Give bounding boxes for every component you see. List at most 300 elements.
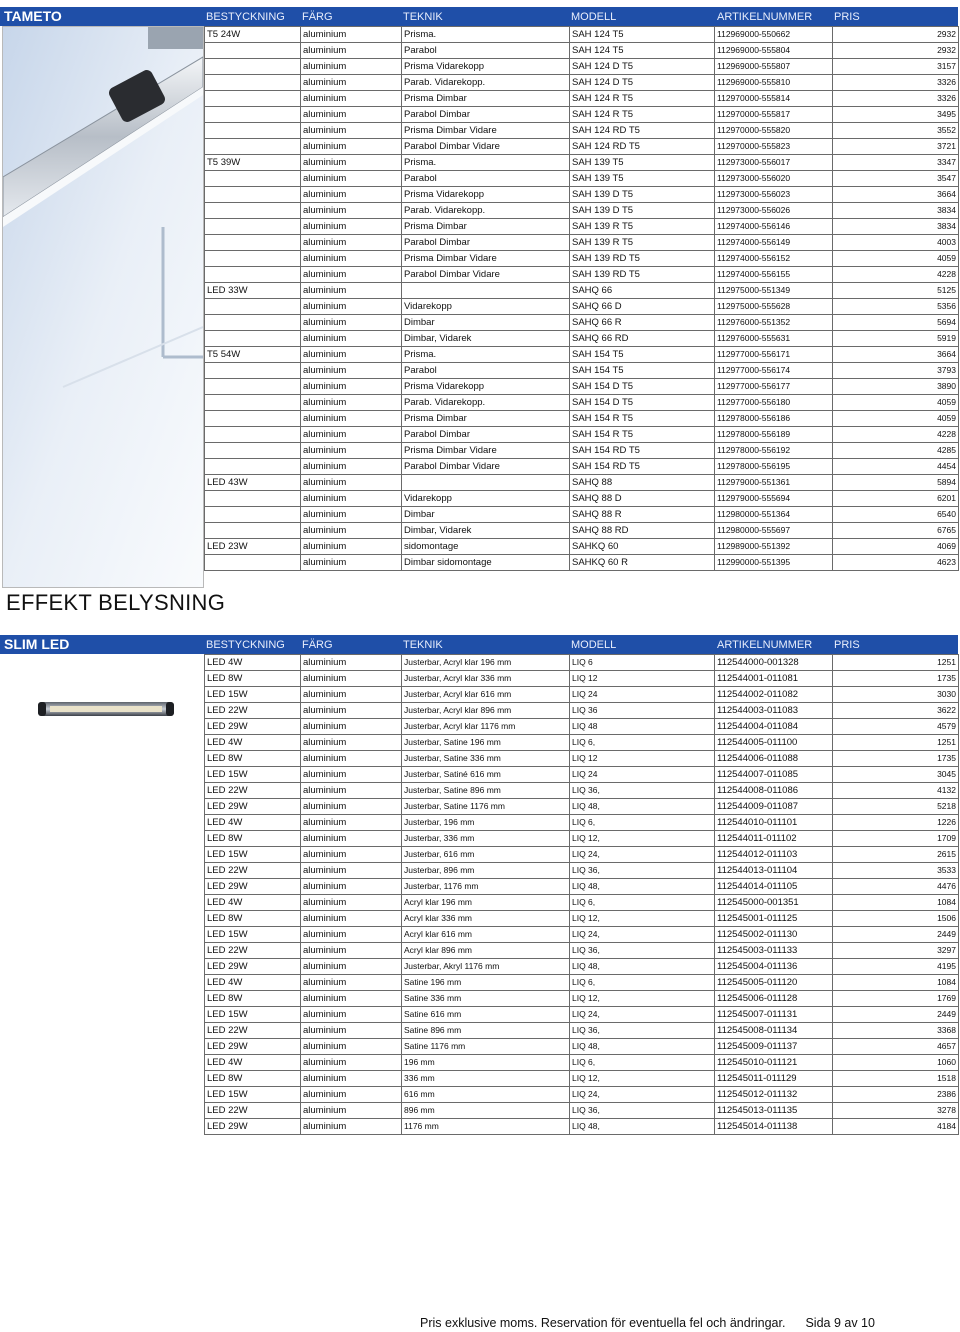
pris-cell: 4285 bbox=[833, 443, 959, 459]
farg-cell: aluminium bbox=[301, 187, 402, 203]
modell-cell: LIQ 36, bbox=[570, 1103, 715, 1119]
teknik-cell: Justerbar, Acryl klar 336 mm bbox=[402, 671, 570, 687]
teknik-cell: Justerbar, 896 mm bbox=[402, 863, 570, 879]
table-row bbox=[205, 751, 959, 767]
bestyckning-cell: LED 15W bbox=[205, 687, 301, 703]
farg-cell: aluminium bbox=[301, 1007, 402, 1023]
artikelnummer-cell: 112545007-011131 bbox=[715, 1007, 833, 1023]
modell-cell: LIQ 12, bbox=[570, 991, 715, 1007]
artikelnummer-cell: 112973000-556020 bbox=[715, 171, 833, 187]
pris-cell: 3157 bbox=[833, 59, 959, 75]
modell-cell: SAHQ 66 D bbox=[570, 299, 715, 315]
bestyckning-cell bbox=[205, 491, 301, 507]
farg-cell: aluminium bbox=[301, 1103, 402, 1119]
bestyckning-cell bbox=[205, 59, 301, 75]
modell-cell: LIQ 24 bbox=[570, 687, 715, 703]
artikelnummer-cell: 112976000-555631 bbox=[715, 331, 833, 347]
modell-cell: SAH 139 D T5 bbox=[570, 203, 715, 219]
bestyckning-cell: LED 15W bbox=[205, 1007, 301, 1023]
farg-cell: aluminium bbox=[301, 491, 402, 507]
pris-cell: 3368 bbox=[833, 1023, 959, 1039]
table-row bbox=[205, 847, 959, 863]
farg-cell: aluminium bbox=[301, 379, 402, 395]
teknik-cell: Acryl klar 616 mm bbox=[402, 927, 570, 943]
artikelnummer-cell: 112977000-556177 bbox=[715, 379, 833, 395]
table-row bbox=[205, 927, 959, 943]
bestyckning-cell: LED 15W bbox=[205, 927, 301, 943]
pris-cell: 4059 bbox=[833, 251, 959, 267]
table-row bbox=[205, 507, 959, 523]
artikelnummer-cell: 112544010-011101 bbox=[715, 815, 833, 831]
pris-cell: 2449 bbox=[833, 1007, 959, 1023]
pris-cell: 3347 bbox=[833, 155, 959, 171]
table-row bbox=[205, 943, 959, 959]
teknik-cell: Acryl klar 336 mm bbox=[402, 911, 570, 927]
artikelnummer-cell: 112978000-556195 bbox=[715, 459, 833, 475]
modell-cell: SAH 139 R T5 bbox=[570, 219, 715, 235]
farg-cell: aluminium bbox=[301, 203, 402, 219]
artikelnummer-cell: 112990000-551395 bbox=[715, 555, 833, 571]
modell-cell: LIQ 48, bbox=[570, 1119, 715, 1135]
farg-cell: aluminium bbox=[301, 863, 402, 879]
farg-cell: aluminium bbox=[301, 267, 402, 283]
modell-cell: SAH 154 RD T5 bbox=[570, 459, 715, 475]
modell-cell: LIQ 24 bbox=[570, 767, 715, 783]
pris-cell: 1084 bbox=[833, 975, 959, 991]
table-row bbox=[205, 139, 959, 155]
modell-cell: LIQ 12, bbox=[570, 1071, 715, 1087]
pris-cell: 1226 bbox=[833, 815, 959, 831]
table-row bbox=[205, 171, 959, 187]
teknik-cell: Prisma Vidarekopp bbox=[402, 59, 570, 75]
teknik-cell: 896 mm bbox=[402, 1103, 570, 1119]
pris-cell: 3297 bbox=[833, 943, 959, 959]
artikelnummer-cell: 112977000-556180 bbox=[715, 395, 833, 411]
table-row bbox=[205, 1023, 959, 1039]
table-row bbox=[205, 1087, 959, 1103]
bestyckning-cell: LED 15W bbox=[205, 847, 301, 863]
pris-cell: 5356 bbox=[833, 299, 959, 315]
section-header-tameto bbox=[0, 7, 958, 26]
bestyckning-cell: T5 24W bbox=[205, 27, 301, 43]
teknik-cell: Prisma Dimbar Vidare bbox=[402, 443, 570, 459]
farg-cell: aluminium bbox=[301, 655, 402, 671]
artikelnummer-cell: 112979000-551361 bbox=[715, 475, 833, 491]
farg-cell: aluminium bbox=[301, 59, 402, 75]
artikelnummer-cell: 112974000-556155 bbox=[715, 267, 833, 283]
bestyckning-cell bbox=[205, 171, 301, 187]
modell-cell: SAHKQ 60 bbox=[570, 539, 715, 555]
farg-cell: aluminium bbox=[301, 1055, 402, 1071]
artikelnummer-cell: 112545002-011130 bbox=[715, 927, 833, 943]
artikelnummer-cell: 112544014-011105 bbox=[715, 879, 833, 895]
table-row bbox=[205, 475, 959, 491]
farg-cell: aluminium bbox=[301, 735, 402, 751]
artikelnummer-cell: 112545011-011129 bbox=[715, 1071, 833, 1087]
pris-cell: 5894 bbox=[833, 475, 959, 491]
table-row bbox=[205, 75, 959, 91]
pris-cell: 1060 bbox=[833, 1055, 959, 1071]
table-row bbox=[205, 395, 959, 411]
led-bar-illustration bbox=[38, 700, 174, 718]
table-row bbox=[205, 1039, 959, 1055]
artikelnummer-cell: 112977000-556171 bbox=[715, 347, 833, 363]
table-row bbox=[205, 251, 959, 267]
farg-cell: aluminium bbox=[301, 783, 402, 799]
modell-cell: SAH 154 T5 bbox=[570, 347, 715, 363]
bestyckning-cell bbox=[205, 507, 301, 523]
modell-cell: SAH 154 RD T5 bbox=[570, 443, 715, 459]
farg-cell: aluminium bbox=[301, 1071, 402, 1087]
teknik-cell: Justerbar, Satine 336 mm bbox=[402, 751, 570, 767]
bestyckning-cell: LED 22W bbox=[205, 783, 301, 799]
table-row bbox=[205, 703, 959, 719]
bestyckning-cell: T5 54W bbox=[205, 347, 301, 363]
teknik-cell: Satine 196 mm bbox=[402, 975, 570, 991]
table-row bbox=[205, 187, 959, 203]
farg-cell: aluminium bbox=[301, 1023, 402, 1039]
modell-cell: LIQ 36, bbox=[570, 1023, 715, 1039]
table-row bbox=[205, 203, 959, 219]
teknik-cell: Parabol Dimbar bbox=[402, 427, 570, 443]
pris-cell: 3045 bbox=[833, 767, 959, 783]
modell-cell: SAH 124 RD T5 bbox=[570, 139, 715, 155]
farg-cell: aluminium bbox=[301, 475, 402, 491]
bestyckning-cell: LED 4W bbox=[205, 735, 301, 751]
table-row bbox=[205, 427, 959, 443]
pris-cell: 2932 bbox=[833, 43, 959, 59]
teknik-cell: Parabol bbox=[402, 171, 570, 187]
farg-cell: aluminium bbox=[301, 139, 402, 155]
modell-cell: SAH 124 T5 bbox=[570, 43, 715, 59]
table-row bbox=[205, 379, 959, 395]
artikelnummer-cell: 112545008-011134 bbox=[715, 1023, 833, 1039]
modell-cell: SAH 124 RD T5 bbox=[570, 123, 715, 139]
bestyckning-cell bbox=[205, 443, 301, 459]
pris-cell: 2449 bbox=[833, 927, 959, 943]
table-row bbox=[205, 459, 959, 475]
bestyckning-cell bbox=[205, 91, 301, 107]
teknik-cell: Justerbar, 616 mm bbox=[402, 847, 570, 863]
table-row bbox=[205, 687, 959, 703]
modell-cell: SAH 139 T5 bbox=[570, 171, 715, 187]
teknik-cell: Acryl klar 896 mm bbox=[402, 943, 570, 959]
teknik-cell: Justerbar, Akryl 1176 mm bbox=[402, 959, 570, 975]
bestyckning-cell: LED 43W bbox=[205, 475, 301, 491]
teknik-cell: Dimbar sidomontage bbox=[402, 555, 570, 571]
bestyckning-cell: LED 8W bbox=[205, 671, 301, 687]
modell-cell: LIQ 6, bbox=[570, 1055, 715, 1071]
artikelnummer-cell: 112544003-011083 bbox=[715, 703, 833, 719]
bestyckning-cell: LED 29W bbox=[205, 1119, 301, 1135]
bestyckning-cell bbox=[205, 43, 301, 59]
artikelnummer-cell: 112544001-011081 bbox=[715, 671, 833, 687]
pris-cell: 3834 bbox=[833, 203, 959, 219]
pris-cell: 3552 bbox=[833, 123, 959, 139]
modell-cell: LIQ 12, bbox=[570, 911, 715, 927]
artikelnummer-cell: 112970000-555823 bbox=[715, 139, 833, 155]
pris-cell: 4579 bbox=[833, 719, 959, 735]
bestyckning-cell bbox=[205, 395, 301, 411]
modell-cell: LIQ 6, bbox=[570, 815, 715, 831]
farg-cell: aluminium bbox=[301, 879, 402, 895]
teknik-cell: Parabol bbox=[402, 363, 570, 379]
bestyckning-cell bbox=[205, 411, 301, 427]
modell-cell: SAH 154 D T5 bbox=[570, 379, 715, 395]
teknik-cell: Vidarekopp bbox=[402, 299, 570, 315]
modell-cell: LIQ 48, bbox=[570, 799, 715, 815]
farg-cell: aluminium bbox=[301, 155, 402, 171]
bestyckning-cell bbox=[205, 75, 301, 91]
table-row bbox=[205, 283, 959, 299]
farg-cell: aluminium bbox=[301, 315, 402, 331]
modell-cell: SAH 154 R T5 bbox=[570, 427, 715, 443]
farg-cell: aluminium bbox=[301, 943, 402, 959]
artikelnummer-cell: 112545010-011121 bbox=[715, 1055, 833, 1071]
pris-cell: 6765 bbox=[833, 523, 959, 539]
artikelnummer-cell: 112970000-555820 bbox=[715, 123, 833, 139]
modell-cell: SAHQ 66 RD bbox=[570, 331, 715, 347]
farg-cell: aluminium bbox=[301, 235, 402, 251]
teknik-cell: Vidarekopp bbox=[402, 491, 570, 507]
tameto-price-table bbox=[204, 26, 959, 571]
col-header-farg: FÄRG bbox=[302, 639, 333, 651]
pris-cell: 2932 bbox=[833, 27, 959, 43]
artikelnummer-cell: 112976000-551352 bbox=[715, 315, 833, 331]
table-row bbox=[205, 411, 959, 427]
artikelnummer-cell: 112974000-556149 bbox=[715, 235, 833, 251]
bestyckning-cell bbox=[205, 267, 301, 283]
bestyckning-cell: LED 15W bbox=[205, 767, 301, 783]
teknik-cell: Prisma. bbox=[402, 347, 570, 363]
pris-cell: 6201 bbox=[833, 491, 959, 507]
teknik-cell: Justerbar, Satiné 616 mm bbox=[402, 767, 570, 783]
modell-cell: SAH 154 D T5 bbox=[570, 395, 715, 411]
table-row bbox=[205, 235, 959, 251]
modell-cell: LIQ 36, bbox=[570, 783, 715, 799]
table-row bbox=[205, 719, 959, 735]
pris-cell: 4657 bbox=[833, 1039, 959, 1055]
teknik-cell: Prisma Dimbar Vidare bbox=[402, 123, 570, 139]
table-row bbox=[205, 1007, 959, 1023]
teknik-cell: 1176 mm bbox=[402, 1119, 570, 1135]
pris-cell: 5694 bbox=[833, 315, 959, 331]
artikelnummer-cell: 112544007-011085 bbox=[715, 767, 833, 783]
pris-cell: 3664 bbox=[833, 187, 959, 203]
teknik-cell: Satine 896 mm bbox=[402, 1023, 570, 1039]
artikelnummer-cell: 112980000-555697 bbox=[715, 523, 833, 539]
farg-cell: aluminium bbox=[301, 671, 402, 687]
pris-cell: 5919 bbox=[833, 331, 959, 347]
modell-cell: LIQ 12 bbox=[570, 671, 715, 687]
artikelnummer-cell: 112545004-011136 bbox=[715, 959, 833, 975]
bestyckning-cell bbox=[205, 459, 301, 475]
bestyckning-cell bbox=[205, 379, 301, 395]
artikelnummer-cell: 112974000-556146 bbox=[715, 219, 833, 235]
section-header-slim-led bbox=[0, 635, 958, 654]
artikelnummer-cell: 112544011-011102 bbox=[715, 831, 833, 847]
modell-cell: LIQ 36, bbox=[570, 943, 715, 959]
bestyckning-cell: LED 8W bbox=[205, 991, 301, 1007]
bestyckning-cell: LED 29W bbox=[205, 719, 301, 735]
modell-cell: SAH 139 T5 bbox=[570, 155, 715, 171]
modell-cell: SAH 139 D T5 bbox=[570, 187, 715, 203]
pris-cell: 1709 bbox=[833, 831, 959, 847]
col-header-pris: PRIS bbox=[834, 11, 860, 23]
table-row bbox=[205, 655, 959, 671]
farg-cell: aluminium bbox=[301, 1039, 402, 1055]
teknik-cell: Justerbar, 336 mm bbox=[402, 831, 570, 847]
table-row bbox=[205, 91, 959, 107]
pris-cell: 3664 bbox=[833, 347, 959, 363]
table-row bbox=[205, 363, 959, 379]
pris-cell: 4228 bbox=[833, 427, 959, 443]
modell-cell: LIQ 24, bbox=[570, 1087, 715, 1103]
table-row bbox=[205, 43, 959, 59]
modell-cell: SAH 139 RD T5 bbox=[570, 267, 715, 283]
artikelnummer-cell: 112978000-556192 bbox=[715, 443, 833, 459]
pris-cell: 5218 bbox=[833, 799, 959, 815]
pris-cell: 4623 bbox=[833, 555, 959, 571]
artikelnummer-cell: 112979000-555694 bbox=[715, 491, 833, 507]
pris-cell: 4059 bbox=[833, 411, 959, 427]
bestyckning-cell: LED 29W bbox=[205, 1039, 301, 1055]
teknik-cell: sidomontage bbox=[402, 539, 570, 555]
modell-cell: SAH 139 RD T5 bbox=[570, 251, 715, 267]
artikelnummer-cell: 112970000-555814 bbox=[715, 91, 833, 107]
bestyckning-cell: LED 33W bbox=[205, 283, 301, 299]
modell-cell: SAHQ 88 R bbox=[570, 507, 715, 523]
modell-cell: LIQ 48 bbox=[570, 719, 715, 735]
table-row bbox=[205, 815, 959, 831]
artikelnummer-cell: 112969000-555810 bbox=[715, 75, 833, 91]
bestyckning-cell: LED 22W bbox=[205, 1103, 301, 1119]
slim-led-product-photo bbox=[38, 700, 174, 718]
bestyckning-cell: LED 8W bbox=[205, 831, 301, 847]
teknik-cell: Justerbar, Satine 196 mm bbox=[402, 735, 570, 751]
artikelnummer-cell: 112969000-555804 bbox=[715, 43, 833, 59]
teknik-cell: Prisma Dimbar bbox=[402, 411, 570, 427]
pris-cell: 4059 bbox=[833, 395, 959, 411]
modell-cell: SAHQ 88 bbox=[570, 475, 715, 491]
bestyckning-cell bbox=[205, 427, 301, 443]
table-row bbox=[205, 123, 959, 139]
artikelnummer-cell: 112969000-555807 bbox=[715, 59, 833, 75]
pris-cell: 1735 bbox=[833, 751, 959, 767]
pris-cell: 3326 bbox=[833, 91, 959, 107]
pris-cell: 4228 bbox=[833, 267, 959, 283]
bestyckning-cell bbox=[205, 331, 301, 347]
artikelnummer-cell: 112978000-556186 bbox=[715, 411, 833, 427]
table-row bbox=[205, 155, 959, 171]
table-row bbox=[205, 671, 959, 687]
bestyckning-cell: LED 29W bbox=[205, 879, 301, 895]
artikelnummer-cell: 112989000-551392 bbox=[715, 539, 833, 555]
farg-cell: aluminium bbox=[301, 719, 402, 735]
modell-cell: SAHQ 66 R bbox=[570, 315, 715, 331]
pris-cell: 3495 bbox=[833, 107, 959, 123]
bestyckning-cell: LED 22W bbox=[205, 863, 301, 879]
teknik-cell: Prisma. bbox=[402, 155, 570, 171]
farg-cell: aluminium bbox=[301, 363, 402, 379]
section-title: TAMETO bbox=[4, 8, 62, 24]
modell-cell: LIQ 24, bbox=[570, 927, 715, 943]
farg-cell: aluminium bbox=[301, 171, 402, 187]
farg-cell: aluminium bbox=[301, 75, 402, 91]
pris-cell: 3721 bbox=[833, 139, 959, 155]
teknik-cell: Satine 336 mm bbox=[402, 991, 570, 1007]
teknik-cell: Satine 1176 mm bbox=[402, 1039, 570, 1055]
farg-cell: aluminium bbox=[301, 123, 402, 139]
bestyckning-cell bbox=[205, 251, 301, 267]
pris-cell: 1769 bbox=[833, 991, 959, 1007]
bestyckning-cell bbox=[205, 123, 301, 139]
pris-cell: 1735 bbox=[833, 671, 959, 687]
farg-cell: aluminium bbox=[301, 395, 402, 411]
teknik-cell: 196 mm bbox=[402, 1055, 570, 1071]
artikelnummer-cell: 112973000-556023 bbox=[715, 187, 833, 203]
bestyckning-cell: LED 8W bbox=[205, 911, 301, 927]
table-row bbox=[205, 523, 959, 539]
modell-cell: LIQ 48, bbox=[570, 959, 715, 975]
table-row bbox=[205, 895, 959, 911]
teknik-cell: Justerbar, Acryl klar 896 mm bbox=[402, 703, 570, 719]
modell-cell: SAH 154 R T5 bbox=[570, 411, 715, 427]
artikelnummer-cell: 112544009-011087 bbox=[715, 799, 833, 815]
modell-cell: SAH 124 D T5 bbox=[570, 75, 715, 91]
artikelnummer-cell: 112544008-011086 bbox=[715, 783, 833, 799]
teknik-cell: Justerbar, Acryl klar 1176 mm bbox=[402, 719, 570, 735]
table-row bbox=[205, 879, 959, 895]
pris-cell: 3622 bbox=[833, 703, 959, 719]
pris-cell: 3547 bbox=[833, 171, 959, 187]
bestyckning-cell bbox=[205, 523, 301, 539]
artikelnummer-cell: 112545005-011120 bbox=[715, 975, 833, 991]
teknik-cell: Justerbar, Acryl klar 616 mm bbox=[402, 687, 570, 703]
bestyckning-cell: LED 4W bbox=[205, 975, 301, 991]
bestyckning-cell: LED 22W bbox=[205, 1023, 301, 1039]
table-row bbox=[205, 799, 959, 815]
teknik-cell: Prisma Dimbar bbox=[402, 91, 570, 107]
farg-cell: aluminium bbox=[301, 427, 402, 443]
modell-cell: LIQ 6, bbox=[570, 735, 715, 751]
pris-cell: 3326 bbox=[833, 75, 959, 91]
teknik-cell bbox=[402, 283, 570, 299]
artikelnummer-cell: 112544002-011082 bbox=[715, 687, 833, 703]
col-header-artikelnummer: ARTIKELNUMMER bbox=[717, 639, 813, 651]
section-title: SLIM LED bbox=[4, 636, 70, 652]
modell-cell: LIQ 6 bbox=[570, 655, 715, 671]
bestyckning-cell bbox=[205, 107, 301, 123]
artikelnummer-cell: 112544012-011103 bbox=[715, 847, 833, 863]
artikelnummer-cell: 112545006-011128 bbox=[715, 991, 833, 1007]
farg-cell: aluminium bbox=[301, 751, 402, 767]
farg-cell: aluminium bbox=[301, 459, 402, 475]
col-header-bestyckning: BESTYCKNING bbox=[206, 639, 285, 651]
pris-cell: 3030 bbox=[833, 687, 959, 703]
bestyckning-cell bbox=[205, 139, 301, 155]
bestyckning-cell: LED 4W bbox=[205, 815, 301, 831]
artikelnummer-cell: 112544004-011084 bbox=[715, 719, 833, 735]
pris-cell: 3890 bbox=[833, 379, 959, 395]
teknik-cell: Justerbar, Satine 896 mm bbox=[402, 783, 570, 799]
modell-cell: LIQ 36 bbox=[570, 703, 715, 719]
table-row bbox=[205, 991, 959, 1007]
pris-cell: 4184 bbox=[833, 1119, 959, 1135]
pris-cell: 2615 bbox=[833, 847, 959, 863]
table-row bbox=[205, 735, 959, 751]
farg-cell: aluminium bbox=[301, 1087, 402, 1103]
